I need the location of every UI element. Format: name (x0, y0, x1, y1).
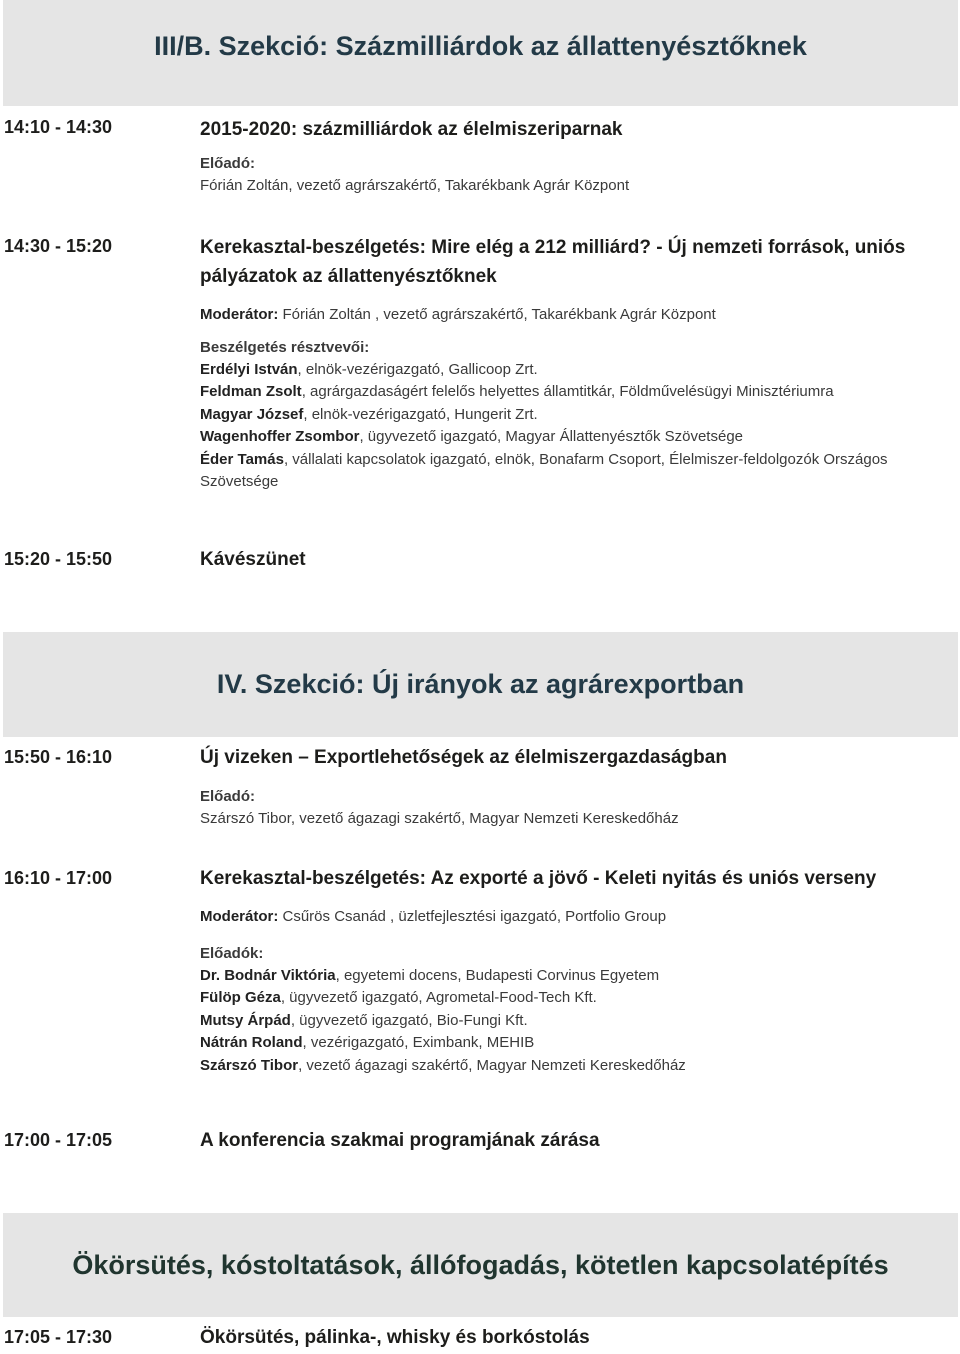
moderator-info: Csűrös Csanád , üzletfejlesztési igazgató, Portfolio Group (278, 908, 667, 925)
participant-desc: , ügyvezető igazgató, Magyar Állattenyésztők Szövetsége (359, 428, 744, 445)
agenda-content (200, 1127, 950, 1154)
agenda-title: A konferencia szakmai programjának zárása (200, 1130, 600, 1151)
time-slot: 16:10 - 17:00 (4, 868, 113, 888)
agenda-title: 2015-2020: százmilliárdok az élelmiszeriparnak (200, 119, 623, 140)
participant (200, 381, 950, 404)
participant-name: Wagenhoffer Zsombor (200, 428, 360, 445)
participant-desc: , vállalati kapcsolatok igazgató, elnök, Bonafarm Csoport, Élelmiszer-feldolgozók Országos Szövetsége (200, 450, 888, 490)
participant-desc: , ügyvezető igazgató, Agrometal-Food-Tech Kft. (280, 989, 597, 1006)
moderator-info: Fórián Zoltán , vezető agrárszakértő, Takarékbank Agrár Központ (278, 306, 716, 323)
participant-name: Fülöp Géza (200, 989, 281, 1006)
agenda-content (200, 865, 950, 1077)
agenda-title: Kerekasztal-beszélgetés: Az exporté a jövő - Keleti nyitás és uniós verseny (200, 868, 877, 889)
section-header-closing (3, 1213, 958, 1317)
agenda-content (200, 1324, 950, 1351)
participant-desc: , elnök-vezérigazgató, Hungerit Zrt. (303, 405, 538, 423)
speaker-label: Előadó: (200, 788, 255, 805)
time-slot: 17:00 - 17:05 (4, 1130, 113, 1150)
participant-name: Nátrán Roland (200, 1034, 303, 1051)
time-slot: 17:05 - 17:30 (4, 1327, 113, 1347)
agenda-content (200, 233, 950, 494)
participant (200, 1010, 950, 1033)
participant-name: Mutsy Árpád (200, 1011, 291, 1029)
section-title: IV. Szekció: Új irányok az agrárexportban (216, 669, 745, 699)
participant-name: Magyar József (200, 405, 304, 423)
moderator-label: Moderátor: (200, 908, 279, 925)
participant-prefix: Dr. (200, 966, 225, 984)
participant (200, 987, 950, 1010)
participant-name: Erdélyi István (200, 360, 298, 378)
moderator-line (200, 906, 950, 929)
participant-desc: , ügyvezető igazgató, Bio-Fungi Kft. (290, 1011, 528, 1029)
speaker-label: Előadó: (200, 155, 255, 172)
moderator-line (200, 304, 950, 327)
participant-desc: , agrárgazdaságért felelős helyettes államtitkár, Földművelésügyi Minisztériumra (301, 383, 834, 400)
participant (200, 449, 920, 494)
agenda-title: Ökörsütés, pálinka-, whisky és borkóstolás (200, 1327, 590, 1348)
participant (200, 404, 950, 427)
time-slot: 15:50 - 16:10 (4, 747, 113, 767)
participant-desc: , vezérigazgató, Eximbank, MEHIB (302, 1034, 535, 1051)
agenda-title: Kávészünet (200, 549, 306, 570)
agenda-content (200, 744, 950, 830)
section-title: Ökörsütés, kóstoltatások, állófogadás, kötetlen kapcsolatépítés (72, 1249, 889, 1280)
time-slot: 14:30 - 15:20 (4, 236, 113, 256)
speakers-label: Előadók: (200, 944, 264, 962)
participant-desc: , vezető ágazagi szakértő, Magyar Nemzeti Kereskedőház (298, 1056, 686, 1074)
participant (200, 965, 950, 988)
section-header-iii-b (3, 0, 958, 106)
participant-desc: , elnök-vezérigazgató, Gallicoop Zrt. (297, 360, 538, 378)
participant-name: Szárszó Tibor (200, 1056, 299, 1074)
participant-name: Éder Tamás (200, 450, 284, 468)
participant (200, 1055, 950, 1078)
participant (200, 426, 950, 449)
section-header-iv (3, 632, 958, 737)
participant (200, 1032, 950, 1055)
section-title: III/B. Szekció: Százmilliárdok az állattenyésztőknek (154, 30, 807, 61)
time-slot: 15:20 - 15:50 (4, 549, 113, 569)
time-slot: 14:10 - 14:30 (4, 117, 113, 137)
participant-desc: , egyetemi docens, Budapesti Corvinus Egyetem (335, 966, 660, 984)
agenda-title: Új vizeken – Exportlehetőségek az élelmiszergazdaságban (200, 747, 727, 768)
participant-name: Feldman Zsolt (200, 383, 302, 400)
participant (200, 359, 950, 382)
agenda-content (200, 546, 950, 573)
agenda-title: Kerekasztal-beszélgetés: Mire elég a 212 milliárd? - Új nemzeti források, uniós pályázatok az állattenyésztőknek (200, 237, 906, 287)
agenda-content (200, 116, 950, 197)
participant-name: Bodnár Viktória (224, 966, 336, 984)
speaker-info: Fórián Zoltán, vezető agrárszakértő, Takarékbank Agrár Központ (200, 177, 630, 194)
moderator-label: Moderátor: (200, 306, 279, 323)
speaker-info: Szárszó Tibor, vezető ágazagi szakértő, Magyar Nemzeti Kereskedőház (200, 810, 679, 827)
participants-label: Beszélgetés résztvevői: (200, 338, 370, 356)
